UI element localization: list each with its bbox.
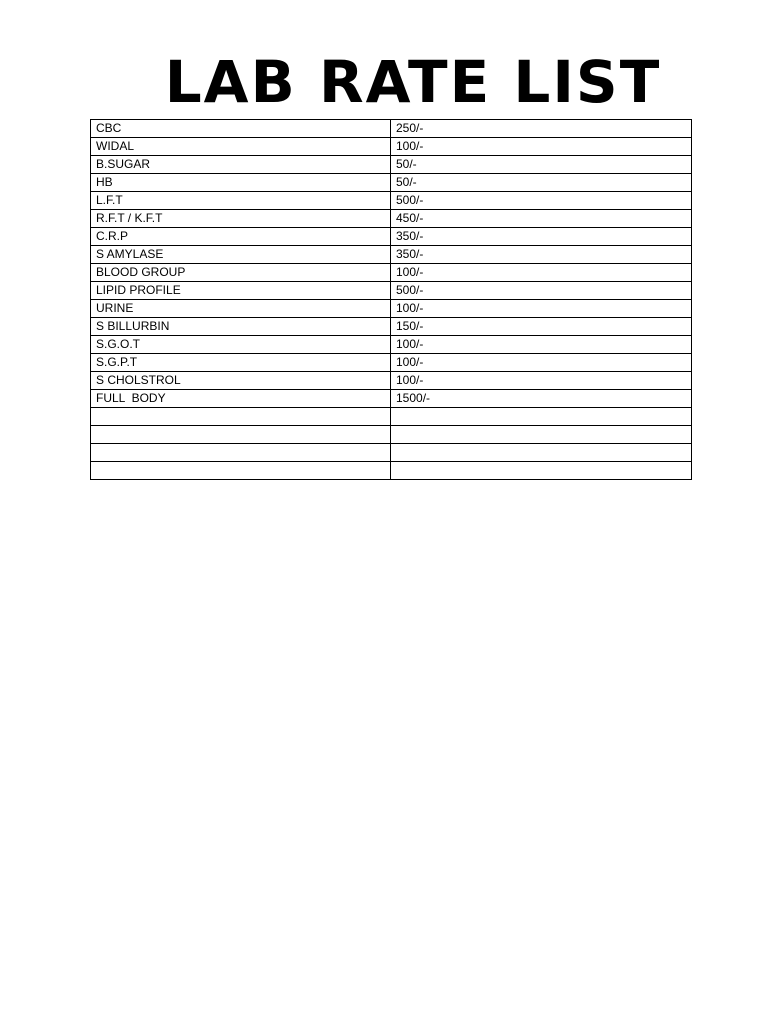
- table-row: [91, 138, 692, 156]
- test-name-cell: BLOOD GROUP: [91, 264, 391, 282]
- test-name-cell: LIPID PROFILE: [91, 282, 391, 300]
- test-rate-cell: [391, 444, 692, 462]
- table-row: [91, 354, 692, 372]
- table-row: [91, 444, 692, 462]
- test-name-cell: C.R.P: [91, 228, 391, 246]
- test-name-cell: [91, 408, 391, 426]
- test-name-cell: S.G.O.T: [91, 336, 391, 354]
- table-row: [91, 228, 692, 246]
- test-rate-cell: 1500/-: [391, 390, 692, 408]
- table-row: [91, 174, 692, 192]
- test-rate-cell: 350/-: [391, 246, 692, 264]
- table-row: [91, 336, 692, 354]
- test-rate-cell: 100/-: [391, 264, 692, 282]
- test-rate-cell: 100/-: [391, 372, 692, 390]
- test-rate-cell: 100/-: [391, 336, 692, 354]
- table-row: [91, 372, 692, 390]
- test-name-cell: [91, 462, 391, 480]
- test-name-cell: S.G.P.T: [91, 354, 391, 372]
- test-rate-cell: 50/-: [391, 174, 692, 192]
- table-row: [91, 264, 692, 282]
- test-name-cell: B.SUGAR: [91, 156, 391, 174]
- test-rate-cell: 50/-: [391, 156, 692, 174]
- test-name-cell: S AMYLASE: [91, 246, 391, 264]
- test-rate-cell: 250/-: [391, 120, 692, 138]
- table-row: [91, 246, 692, 264]
- table-row: [91, 210, 692, 228]
- test-name-cell: URINE: [91, 300, 391, 318]
- test-rate-cell: 150/-: [391, 318, 692, 336]
- test-name-cell: WIDAL: [91, 138, 391, 156]
- table-row: [91, 282, 692, 300]
- test-rate-cell: [391, 462, 692, 480]
- test-rate-cell: [391, 408, 692, 426]
- test-rate-cell: [391, 426, 692, 444]
- test-rate-cell: 500/-: [391, 192, 692, 210]
- table-row: [91, 156, 692, 174]
- test-name-cell: R.F.T / K.F.T: [91, 210, 391, 228]
- table-row: [91, 318, 692, 336]
- test-name-cell: [91, 426, 391, 444]
- test-rate-cell: 100/-: [391, 354, 692, 372]
- test-name-cell: L.F.T: [91, 192, 391, 210]
- test-rate-cell: 450/-: [391, 210, 692, 228]
- table-row: [91, 426, 692, 444]
- table-row: [91, 300, 692, 318]
- test-name-cell: FULL BODY: [91, 390, 391, 408]
- test-name-cell: S CHOLSTROL: [91, 372, 391, 390]
- test-rate-cell: 500/-: [391, 282, 692, 300]
- table-row: [91, 462, 692, 480]
- table-row: [91, 120, 692, 138]
- table-row: [91, 390, 692, 408]
- test-name-cell: [91, 444, 391, 462]
- lab-rate-table: [90, 119, 692, 480]
- test-rate-cell: 350/-: [391, 228, 692, 246]
- test-name-cell: CBC: [91, 120, 391, 138]
- test-name-cell: HB: [91, 174, 391, 192]
- test-name-cell: S BILLURBIN: [91, 318, 391, 336]
- test-rate-cell: 100/-: [391, 138, 692, 156]
- test-rate-cell: 100/-: [391, 300, 692, 318]
- page-title: LAB RATE LIST: [164, 48, 662, 116]
- table-row: [91, 192, 692, 210]
- rate-table-body: [91, 120, 692, 480]
- table-row: [91, 408, 692, 426]
